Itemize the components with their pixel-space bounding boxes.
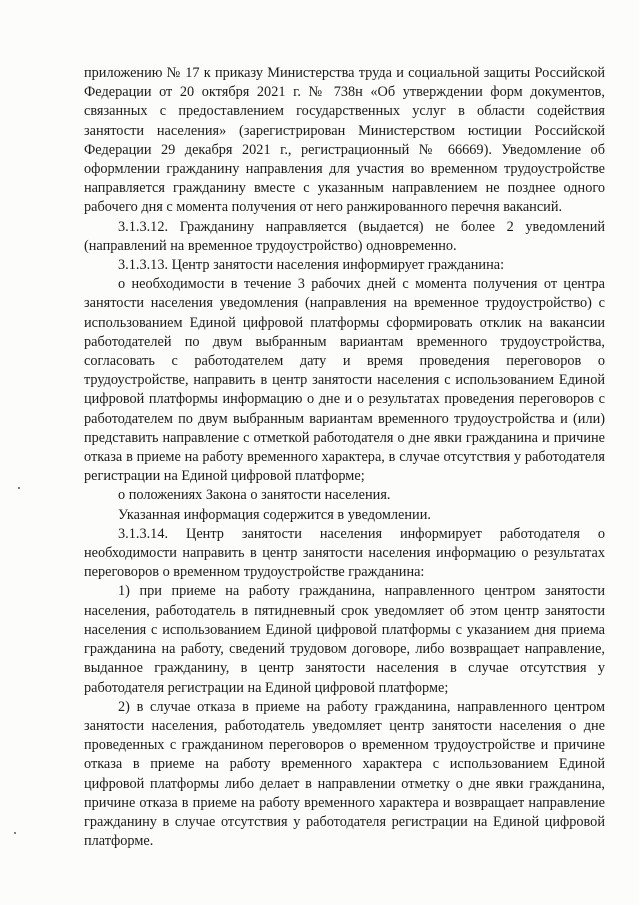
scan-speck	[18, 487, 20, 489]
paragraph-8: 1) при приеме на работу гражданина, направленного центром занятости населения, работодатель в пятидневный срок уведомляет об этом центр занятости населения с использованием Единой цифровой платформы с указанием дня приема гражданина на работу, сведений трудовом договоре, либо возвращает направление, выданное гражданину, в центр занятости населения в случае отсутствия у работодателя регистрации на Единой цифровой платформе;	[84, 583, 605, 696]
paragraph-9: 2) в случае отказа в приеме на работу гражданина, направленного центром занятости населения, работодатель уведомляет центр занятости населения о дне проведенных с гражданином переговоров о временном трудоустройстве и причине отказа в приеме на работу временного характера с использованием Единой цифровой платформы либо делает в направлении отметку о дне явки гражданина, причине отказа в приеме на работу временного характера и возвращает направление гражданину в случае отсутствия у работодателя регистрации на Единой цифровой платформе.	[84, 698, 605, 850]
paragraph-4: о необходимости в течение 3 рабочих дней с момента получения от центра занятости населения уведомления (направления на временное трудоустройство) с использованием Единой цифровой платформы сформировать отклик на вакансии работодателей по двум выбранным вариантам временного трудоустройства, согласовать с работодателем дату и время проведения переговоров о трудоустройстве, направить в центр занятости населения с использованием Единой цифровой платформы информацию о дне и о результатах проведения переговоров с работодателем по двум выбранным вариантам временного трудоустройства и (или) представить направление с отметкой работодателя о дне явки гражданина и причине отказа в приеме на работу временного характера, в случае отсутствия у работодателя регистрации на Единой цифровой платформе;	[84, 276, 605, 485]
paragraph-6: Указанная информация содержится в уведомлении.	[118, 506, 431, 523]
paragraph-1: приложению № 17 к приказу Министерства труда и социальной защиты Российской Федерации от 20 октября 2021 г. № 738н «Об утверждении форм документов, связанных с предоставлением государственных услуг в области содействия занятости населения» (зарегистрирован Министерством юстиции Российской Федерации 29 декабря 2021 г., регистрационный № 66669). Уведомление об оформлении гражданину направления для участия во временном трудоустройстве направляется гражданину вместе с указанным направлением не позднее одного рабочего дня с момента получения от него ранжированного перечня вакансий.	[84, 65, 605, 216]
paragraph-2: 3.1.3.12. Гражданину направляется (выдается) не более 2 уведомлений (направлений на временное трудоустройство) одновременно.	[84, 218, 605, 254]
paragraph-3: 3.1.3.13. Центр занятости населения информирует гражданина:	[118, 257, 505, 274]
scan-speck	[14, 832, 16, 834]
paragraph-5: о положениях Закона о занятости населения.	[118, 487, 391, 504]
document-body	[84, 64, 605, 851]
paragraph-7: 3.1.3.14. Центр занятости населения информирует работодателя о необходимости направить в центр занятости населения информацию о результатах переговоров о временном трудоустройстве гражданина:	[84, 525, 605, 581]
